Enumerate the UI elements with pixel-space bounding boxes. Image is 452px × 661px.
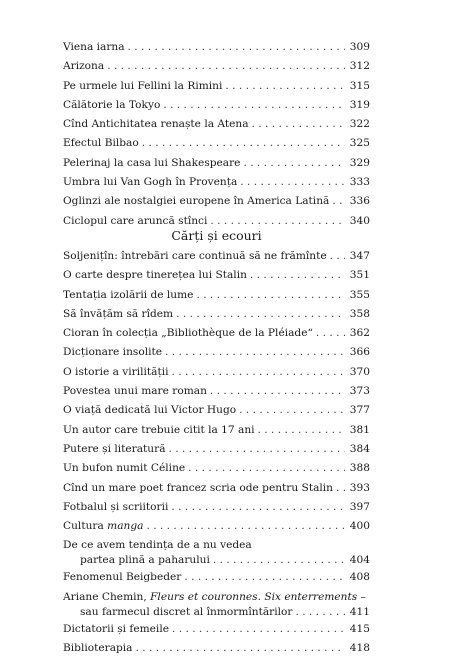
toc-entry (63, 346, 370, 365)
entry-title-plain: Ariane Chemin, (63, 590, 151, 603)
leader-dots (295, 606, 345, 619)
toc-entry (63, 501, 370, 520)
leader-dots (258, 424, 345, 437)
entry-title (63, 520, 143, 533)
entry-title: Viena iarna (63, 41, 125, 53)
entry-title: Călătorie la Tokyo (63, 98, 161, 111)
leader-dots (146, 520, 345, 533)
entry-page: 351 (349, 269, 370, 282)
toc-entry (63, 443, 370, 462)
toc-entry (63, 571, 370, 590)
entry-page: 377 (349, 404, 370, 417)
entry-page: 315 (349, 79, 370, 92)
entry-title: Povestea unui mare roman (63, 385, 207, 398)
entry-page: 370 (349, 365, 370, 378)
entry-page: 418 (349, 642, 370, 655)
entry-title-line1 (63, 591, 370, 604)
entry-title: Oglinzi ale nostalgiei europene în America Latină (63, 195, 330, 208)
leader-dots (240, 176, 345, 189)
entry-page: 404 (349, 554, 370, 567)
leader-dots (316, 327, 345, 340)
toc-section-1 (63, 41, 370, 234)
leader-dots (210, 385, 345, 398)
entry-title: Putere și literatură (63, 442, 166, 455)
toc-section-2 (63, 250, 370, 661)
entry-title: Ciclopul care aruncă stînci (63, 214, 208, 227)
entry-page: 358 (349, 307, 370, 320)
entry-page: 362 (349, 327, 370, 340)
leader-dots (142, 137, 345, 150)
entry-page: 355 (349, 288, 370, 301)
entry-title: Fenomenul Beigbeder (63, 571, 182, 584)
entry-page: 384 (349, 442, 370, 455)
toc-entry (63, 195, 370, 214)
leader-dots (172, 366, 346, 379)
entry-page: 333 (349, 176, 370, 189)
entry-title: Să învățăm să rîdem (63, 307, 174, 320)
entry-page: 312 (349, 60, 370, 73)
leader-dots (332, 195, 345, 208)
toc-entry (63, 250, 370, 269)
leader-dots (252, 118, 345, 131)
leader-dots (136, 642, 345, 655)
entry-page: 373 (349, 385, 370, 398)
entry-page: 397 (349, 500, 370, 513)
toc-entry-multiline (63, 539, 370, 571)
leader-dots (243, 157, 345, 170)
toc-entry (63, 80, 370, 99)
leader-dots (330, 250, 345, 263)
entry-title: Dicționare insolite (63, 346, 163, 359)
entry-page: 415 (349, 622, 370, 635)
entry-page: 347 (349, 250, 370, 262)
leader-dots (107, 60, 345, 73)
entry-page: 381 (349, 423, 370, 436)
leader-dots (163, 99, 345, 112)
entry-page: 408 (349, 571, 370, 584)
leader-dots (188, 462, 345, 475)
section-heading: Cărți și ecouri (171, 228, 262, 243)
entry-title: Efectul Bilbao (63, 137, 139, 150)
entry-page: 411 (349, 605, 370, 618)
entry-title: Pe urmele lui Fellini la Rimini (63, 79, 223, 92)
toc-entry (63, 327, 370, 346)
leader-dots (172, 623, 345, 636)
entry-title: Pelerinaj la casa lui Shakespeare (63, 156, 241, 169)
entry-page: 393 (349, 481, 370, 494)
entry-line2 (63, 604, 370, 623)
toc-entry (63, 41, 370, 60)
toc-entry (63, 137, 370, 156)
entry-title-italic: Fleurs et couronnes. Six enterrements (150, 590, 358, 603)
entry-page: 309 (349, 41, 370, 53)
leader-dots (250, 269, 345, 282)
toc-entry (63, 424, 370, 443)
entry-title: Arizona (63, 60, 105, 73)
leader-dots (336, 482, 345, 495)
entry-title-italic: manga (107, 520, 144, 533)
leader-dots (184, 571, 345, 584)
toc-entry (63, 157, 370, 176)
toc-entry-multiline (63, 591, 370, 623)
entry-page: 322 (349, 118, 370, 131)
entry-page: 325 (349, 137, 370, 150)
leader-dots (213, 554, 345, 567)
entry-page: 319 (349, 98, 370, 111)
entry-title: Dictatorii și femeile (63, 622, 169, 635)
entry-title: Biblioterapia (63, 642, 133, 655)
entry-title-plain: Cultura (63, 520, 108, 533)
toc-entry (63, 366, 370, 385)
entry-title-line1: De ce avem tendința de a nu vedea (63, 539, 252, 552)
toc-entry (63, 99, 370, 118)
entry-title-line2: sau farmecul discret al înmormîntărilor (80, 605, 293, 618)
entry-line2 (63, 552, 370, 571)
leader-dots (210, 215, 345, 228)
leader-dots (239, 404, 345, 417)
entry-title: Cînd Antichitatea renaște la Atena (63, 118, 249, 131)
toc-entry (63, 176, 370, 195)
toc-entry (63, 642, 370, 661)
entry-title-tail: – (357, 590, 366, 603)
entry-page: 400 (349, 520, 370, 533)
toc-entry (63, 269, 370, 288)
entry-title: Umbra lui Van Gogh în Provența (63, 176, 238, 189)
toc-entry (63, 308, 370, 327)
toc-entry (63, 118, 370, 137)
entry-title: O carte despre tinerețea lui Stalin (63, 269, 247, 282)
toc-entry (63, 482, 370, 501)
entry-page: 329 (349, 156, 370, 169)
entry-page: 336 (349, 195, 370, 208)
leader-dots (225, 80, 345, 93)
toc-entry (63, 60, 370, 79)
entry-title: Tentația izolării de lume (63, 288, 194, 301)
entry-title: Soljenițîn: întrebări care continuă să ne frămînte (63, 250, 327, 262)
toc-entry (63, 462, 370, 481)
leader-dots (196, 289, 345, 302)
toc-entry (63, 520, 370, 539)
entry-title: O viață dedicată lui Victor Hugo (63, 404, 237, 417)
leader-dots (176, 308, 345, 321)
entry-title: Cioran în colecția „Bibliothèque de la Pléiade“ (63, 327, 313, 340)
entry-title: O istorie a virilității (63, 365, 169, 378)
entry-page: 340 (349, 214, 370, 227)
leader-dots (165, 346, 345, 359)
entry-page: 388 (349, 462, 370, 475)
toc-entry (63, 289, 370, 308)
toc-entry (63, 385, 370, 404)
entry-title: Cînd un mare poet francez scria ode pentru Stalin (63, 481, 333, 494)
entry-title: Fotbalul și scriitorii (63, 500, 169, 513)
leader-dots (169, 443, 345, 456)
entry-page: 366 (349, 346, 370, 359)
entry-title: Un autor care trebuie citit la 17 ani (63, 423, 255, 436)
toc-entry (63, 404, 370, 423)
leader-dots (171, 501, 345, 514)
toc-entry (63, 623, 370, 642)
entry-title-line2: partea plină a paharului (80, 554, 210, 567)
leader-dots (128, 41, 345, 54)
entry-title: Un bufon numit Céline (63, 462, 186, 475)
